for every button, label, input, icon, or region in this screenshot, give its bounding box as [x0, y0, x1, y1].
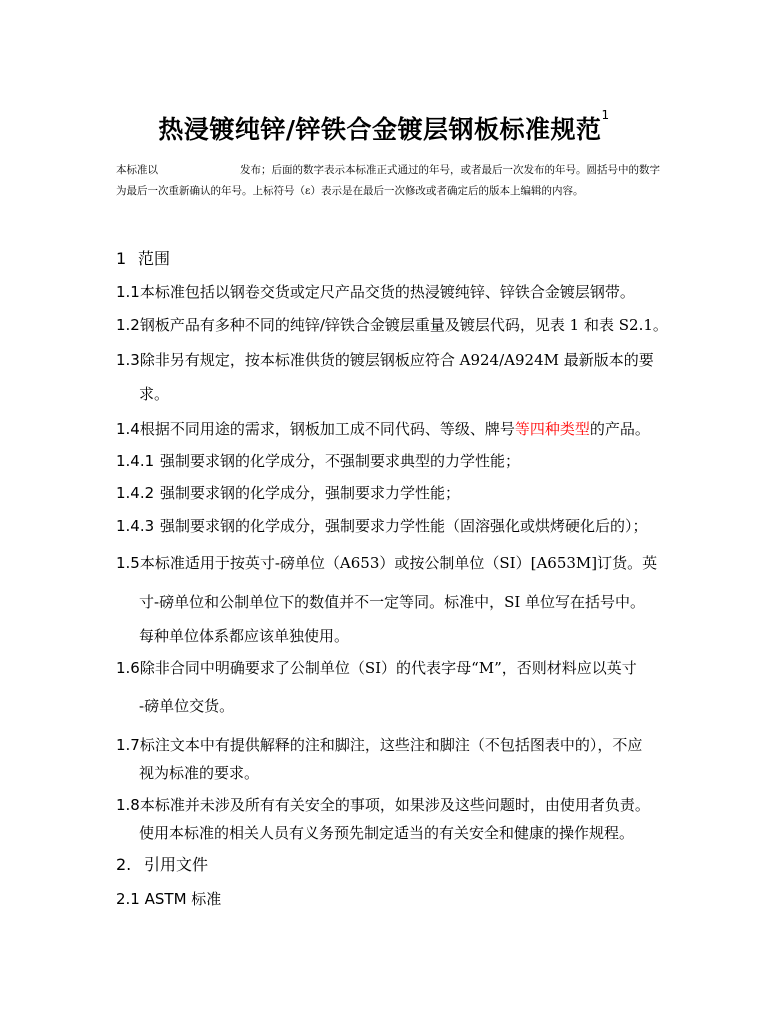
clause-number: 1.3 [116, 351, 140, 369]
clause-number: 1.4.2 [116, 484, 155, 502]
clause-1-3 [116, 349, 654, 370]
clause-1-4-3 [116, 515, 648, 536]
highlighted-text: 等四种类型 [514, 420, 590, 438]
title-footnote-mark: 1 [601, 108, 610, 122]
standard-intro-note [116, 160, 661, 202]
clause-1-8 [116, 794, 650, 815]
clause-number: 1.5 [116, 554, 140, 572]
clause-text-line2: 寸-磅单位和公制单位下的数值并不一定等同。标准中，SI 单位写在括号中。 [139, 593, 646, 611]
clause-number: 1.7 [116, 736, 140, 754]
clause-text-line1: 除非另有规定，按本标准供货的镀层钢板应符合 A924/A924M 最新版本的要 [139, 351, 654, 369]
clause-1-3-continued [139, 383, 169, 404]
clause-text: 钢板产品有多种不同的纯锌/锌铁合金镀层重量及镀层代码，见表 1 和表 S2.1。 [139, 316, 668, 334]
clause-number: 1.4.3 [116, 517, 155, 535]
document-title-text: 热浸镀纯锌/锌铁合金镀层钢板标准规范 [158, 115, 602, 144]
intro-part2: 发布；后面的数字表示本标准正式通过的年号，或者最后一次发布的年号。圆括号中的数字为最后一次重新确认的年号。上标符号（ε）表示是在最后一次修改或者确定后的版本上编辑的内容。 [116, 164, 660, 197]
clause-text: 本标准包括以钢卷交货或定尺产品交货的热浸镀纯锌、锌铁合金镀层钢带。 [139, 283, 635, 301]
clause-1-4-1 [116, 450, 520, 471]
clause-number: 1.1 [116, 283, 140, 301]
clause-text: 强制要求钢的化学成分，强制要求力学性能； [160, 484, 461, 502]
clause-text-line2: 求。 [139, 385, 170, 403]
clause-1-4 [116, 418, 650, 439]
clause-text-line1: 本标准并未涉及所有有关安全的事项，如果涉及这些问题时，由使用者负责。 [139, 796, 650, 814]
clause-text-after: 的产品。 [589, 420, 650, 438]
clause-text: 强制要求钢的化学成分，强制要求力学性能（固溶强化或烘烤硬化后的）； [160, 517, 648, 535]
clause-1-5-continued [139, 591, 645, 612]
clause-1-4-2 [116, 482, 460, 503]
section-2-heading [116, 852, 208, 875]
intro-part1: 本标准以 [116, 164, 158, 176]
clause-number: 1.8 [116, 796, 140, 814]
clause-number: 2.1 [116, 890, 140, 908]
clause-1-1 [116, 281, 635, 302]
clause-number: 1.6 [116, 659, 140, 677]
clause-text: ASTM 标准 [144, 890, 222, 908]
section-1-heading [116, 246, 170, 269]
clause-1-6 [116, 657, 637, 678]
section-title: 引用文件 [144, 855, 209, 874]
clause-1-7 [116, 734, 642, 755]
clause-number: 1.4.1 [116, 452, 155, 470]
clause-text-line2: -磅单位交货。 [139, 697, 235, 715]
clause-text-line1: 除非合同中明确要求了公制单位（SI）的代表字母“M”，否则材料应以英寸 [139, 659, 637, 677]
clause-number: 1.4 [116, 420, 140, 438]
clause-2-1 [116, 888, 221, 909]
clause-number: 1.2 [116, 316, 140, 334]
clause-text: 强制要求钢的化学成分，不强制要求典型的力学性能； [160, 452, 521, 470]
section-title: 范围 [138, 249, 171, 268]
clause-1-2 [116, 314, 668, 335]
clause-text-line1: 本标准适用于按英寸-磅单位（A653）或按公制单位（SI）[A653M]订货。英 [139, 554, 658, 572]
document-title [0, 110, 768, 146]
clause-1-7-continued [139, 762, 259, 783]
clause-text-line2: 使用本标准的相关人员有义务预先制定适当的有关安全和健康的操作规程。 [139, 824, 635, 842]
clause-1-5 [116, 552, 657, 573]
clause-text-line1: 标注文本中有提供解释的注和脚注，这些注和脚注（不包括图表中的），不应 [139, 736, 643, 754]
clause-1-6-continued [139, 695, 234, 716]
section-number: 1 [116, 249, 127, 268]
clause-text-line2: 视为标准的要求。 [139, 764, 260, 782]
clause-1-5-continued-2 [139, 625, 349, 646]
clause-1-8-continued [139, 822, 634, 843]
clause-text-before: 根据不同用途的需求，钢板加工成不同代码、等级、牌号 [139, 420, 515, 438]
clause-text-line3: 每种单位体系都应该单独使用。 [139, 627, 350, 645]
section-number: 2. [116, 855, 132, 874]
